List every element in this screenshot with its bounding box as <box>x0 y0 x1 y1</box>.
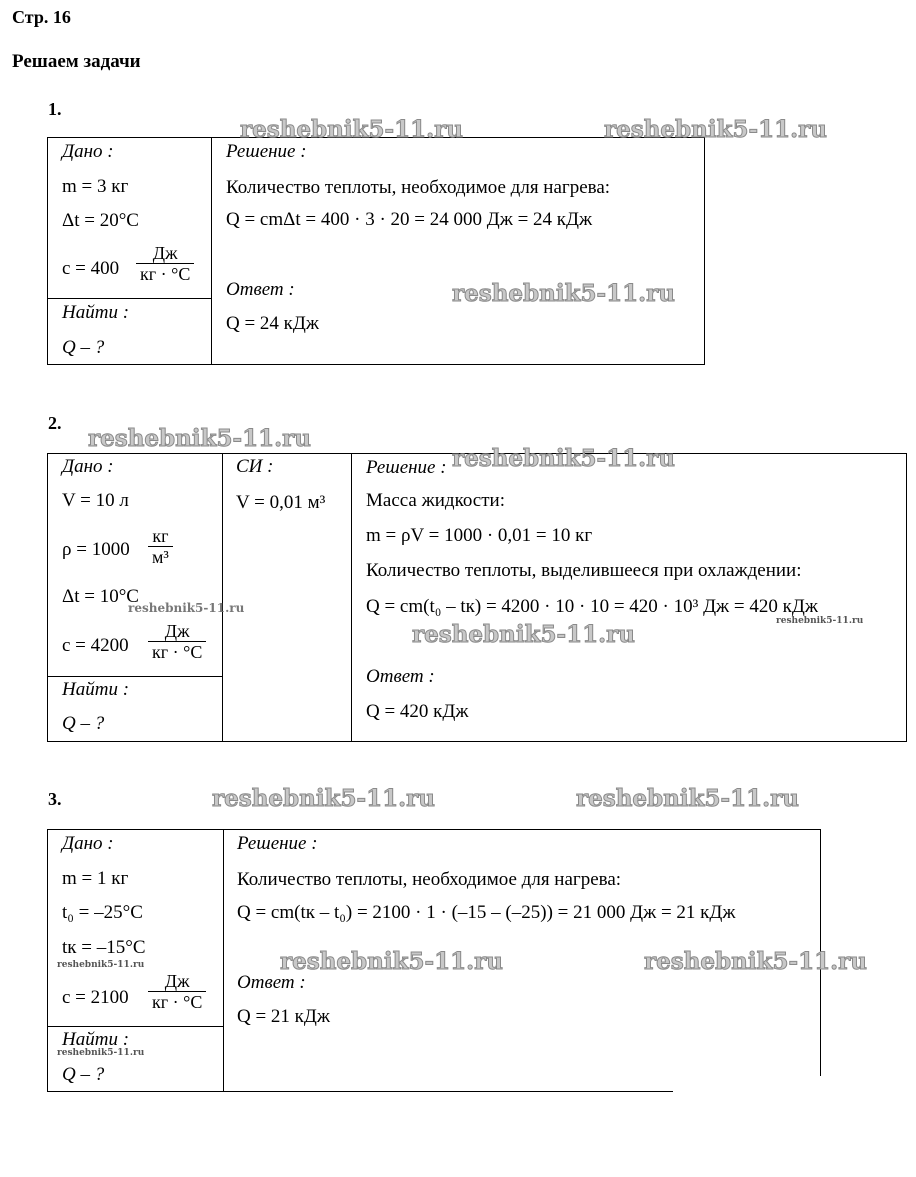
problem-2-rho-unit <box>148 526 173 567</box>
problem-2-number: 2. <box>48 413 62 433</box>
problem-2-otvet-heading: Ответ : <box>366 666 435 687</box>
problem-1-c-unit-num: Дж <box>152 243 178 263</box>
problem-3-dano-heading: Дано : <box>62 833 114 854</box>
problem-2-c-unit <box>148 621 206 662</box>
problem-2-reshenie-heading: Решение : <box>366 457 447 478</box>
problem-3-left-border <box>47 829 48 1092</box>
problem-3-given-tk: tк = –15°C <box>62 937 146 958</box>
problem-1-answer: Q = 24 кДж <box>226 313 320 334</box>
problem-1-naiti-heading: Найти : <box>62 302 130 323</box>
watermark: reshebnik5-11.ru <box>240 116 463 143</box>
problem-2-divider-1 <box>222 453 223 742</box>
problem-3-bottom-border <box>47 1091 673 1092</box>
watermark: reshebnik5-11.ru <box>280 948 503 975</box>
problem-1-c-unit-den: кг · °C <box>136 263 194 284</box>
problem-1-formula: Q = cmΔt = 400 · 3 · 20 = 24 000 Дж = 24 кДж <box>226 209 593 230</box>
problem-3-given-t0: t₀ = –25°C <box>62 902 143 923</box>
problem-1-divider <box>211 137 212 365</box>
problem-1-given-divider <box>47 298 212 299</box>
problem-2-mass-text: Масса жидкости: <box>366 490 505 511</box>
watermark: reshebnik5-11.ru <box>88 425 311 452</box>
problem-1-given-dt: Δt = 20°C <box>62 210 139 231</box>
problem-2-given-dt: Δt = 10°C <box>62 586 139 607</box>
problem-2-given-volume: V = 10 л <box>62 490 129 511</box>
problem-3-solution-text: Количество теплоты, необходимое для нагрева: <box>237 869 622 890</box>
watermark: reshebnik5-11.ru <box>604 116 827 143</box>
section-title: Решаем задачи <box>12 51 141 72</box>
problem-1-given-c: c = 400 <box>62 258 120 279</box>
problem-3-c-unit-den: кг · °C <box>148 991 206 1012</box>
problem-1-number: 1. <box>48 99 62 119</box>
problem-1-dano-heading: Дано : <box>62 141 114 162</box>
problem-3-find: Q – ? <box>62 1064 105 1085</box>
problem-2-naiti-heading: Найти : <box>62 679 130 700</box>
problem-1-reshenie-heading: Решение : <box>226 141 307 162</box>
problem-3-number: 3. <box>48 789 62 809</box>
problem-1-otvet-heading: Ответ : <box>226 279 295 300</box>
problem-1-given-mass: m = 3 кг <box>62 176 129 197</box>
watermark: reshebnik5-11.ru <box>452 445 675 472</box>
problem-2-answer: Q = 420 кДж <box>366 701 469 722</box>
problem-1-c-unit <box>136 243 194 284</box>
problem-2-dano-heading: Дано : <box>62 456 114 477</box>
problem-3-divider <box>223 829 224 1092</box>
problem-1-find: Q – ? <box>62 337 105 358</box>
watermark: reshebnik5-11.ru <box>212 785 435 812</box>
problem-3-given-c: c = 2100 <box>62 987 129 1008</box>
problem-3-top-border <box>47 829 821 830</box>
watermark: reshebnik5-11.ru <box>776 616 864 626</box>
problem-3-otvet-heading: Ответ : <box>237 972 306 993</box>
watermark: reshebnik5-11.ru <box>57 960 145 970</box>
watermark: reshebnik5-11.ru <box>452 280 675 307</box>
problem-1-solution-text: Количество теплоты, необходимое для нагрева: <box>226 177 611 198</box>
problem-2-heat-text: Количество теплоты, выделившееся при охлаждении: <box>366 560 802 581</box>
problem-2-c-unit-den: кг · °C <box>148 641 206 662</box>
problem-3-naiti-heading: Найти : <box>62 1029 130 1050</box>
watermark: reshebnik5-11.ru <box>644 948 867 975</box>
problem-2-given-divider <box>47 676 223 677</box>
watermark: reshebnik5-11.ru <box>57 1048 145 1058</box>
problem-2-si-value: V = 0,01 м³ <box>236 492 326 513</box>
problem-3-c-unit <box>148 971 206 1012</box>
watermark: reshebnik5-11.ru <box>412 621 635 648</box>
watermark: reshebnik5-11.ru <box>576 785 799 812</box>
problem-3-given-mass: m = 1 кг <box>62 868 129 889</box>
problem-2-si-heading: СИ : <box>236 456 274 477</box>
problem-2-given-c: c = 4200 <box>62 635 129 656</box>
problem-2-rho-unit-num: кг <box>152 526 169 546</box>
problem-3-formula: Q = cm(tк – t₀) = 2100 · 1 · (–15 – (–25)) = 21 000 Дж = 21 кДж <box>237 902 736 923</box>
problem-2-c-unit-num: Дж <box>164 621 190 641</box>
problem-2-mass-formula: m = ρV = 1000 · 0,01 = 10 кг <box>366 525 593 546</box>
problem-2-find: Q – ? <box>62 713 105 734</box>
watermark: reshebnik5-11.ru <box>128 601 245 615</box>
problem-3-answer: Q = 21 кДж <box>237 1006 331 1027</box>
problem-3-reshenie-heading: Решение : <box>237 833 318 854</box>
problem-2-rho-unit-den: м³ <box>148 546 173 567</box>
problem-2-given-rho: ρ = 1000 <box>62 539 130 560</box>
problem-3-given-divider <box>47 1026 224 1027</box>
problem-2-divider-2 <box>351 453 352 742</box>
page-label: Стр. 16 <box>12 7 71 27</box>
problem-2-heat-formula: Q = cm(t₀ – tк) = 4200 · 10 · 10 = 420 · 10³ Дж = 420 кДж <box>366 596 818 617</box>
problem-3-c-unit-num: Дж <box>164 971 190 991</box>
